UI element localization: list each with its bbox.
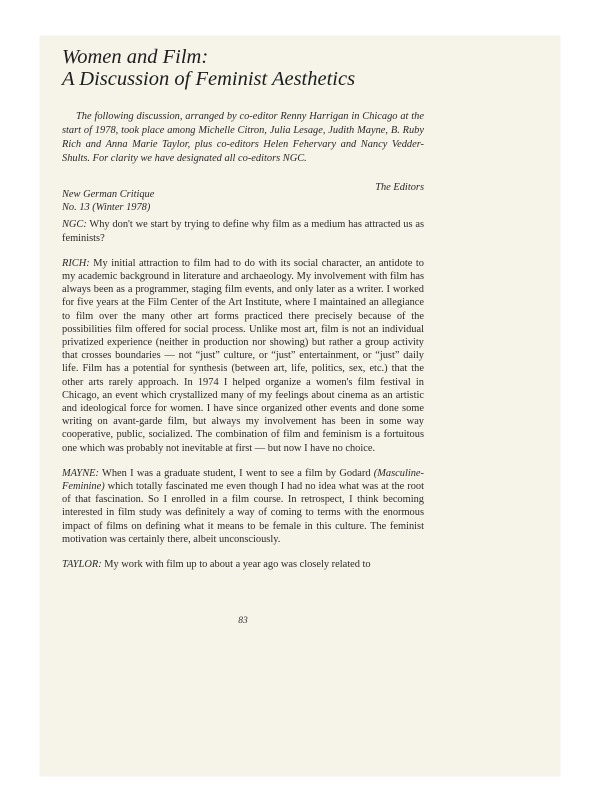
dialogue-paragraph: [62, 467, 424, 546]
dialogue-paragraph: [62, 257, 424, 455]
article: [62, 46, 424, 626]
issue-number: No. 13 (Winter 1978): [62, 202, 151, 214]
speaker-label: TAYLOR:: [62, 559, 102, 571]
speaker-label: NGC:: [62, 219, 87, 231]
dialogue-text: Why don't we start by trying to define why film as a medium has attracted us as feminists?: [62, 219, 424, 244]
dialogue-text: My initial attraction to film had to do with its social character, an antidote to my academic background in literature and archaeology. My involvement with film has always been as a programmer, staging film events, and only later as a writer. I worked for five years at the Film Center of the Art Institute, where I maintained an allegiance to film over the many other art forms practiced there precisely because of the possibilities film offered for social process. Unlike most art, film is not an individual privatized experience (neither in production nor showing) but rather a group activity that crosses boundaries — not “just” culture, or “just” entertainment, or “just” daily life. Film has a potential for synthesis (between art, life, politics, sex, etc.) that the other arts rarely approach. In 1974 I helped organize a women's film festival in Chicago, an event which crystallized many of my feelings about cinema as an artistic and ideological force for women. I have since organized other events and done some writing on avant-garde film, but always my involvement has been in some way cooperative, public, socialized. The combination of film and feminism is a fortuitous one which was probably not inevitable at first — but now I have no choice.: [62, 257, 424, 454]
dialogue-text: which totally fascinated me even though I had no idea what was at the root of that fascination. So I enrolled in a film course. In retrospect, I think becoming interested in film study was definitely a way of coming to terms with the enormous impact of films on defining what it means to be female in this culture. The feminist motivation was certainly there, albeit unconsciously.: [62, 481, 424, 545]
title-line-2: A Discussion of Feminist Aesthetics: [62, 68, 356, 90]
dialogue-text: My work with film up to about a year ago was closely related to: [101, 559, 371, 571]
dialogue-paragraph: [62, 558, 424, 571]
film-title: (Masculine-Feminine): [62, 467, 424, 493]
intro-paragraph: The following discussion, arranged by co-editor Renny Harrigan in Chicago at the start of 1978, took place among Michelle Citron, Julia Lesage, Judith Mayne, B. Ruby Rich and Anna Marie Taylor, plus co-editors Helen Fehervary and Nancy Vedder-Shults. For clarity we have designated all co-editors NGC.: [62, 111, 424, 164]
journal-page: [40, 36, 560, 776]
page-number: 83: [238, 616, 248, 626]
article-title: [62, 46, 424, 90]
journal-name: New German Critique: [62, 189, 155, 201]
source-citation: [62, 188, 154, 214]
signoff: [62, 176, 424, 214]
title-line-1: Women and Film:: [62, 46, 209, 68]
editors-credit: The Editors: [375, 182, 424, 194]
dialogue-paragraph: [62, 218, 424, 244]
speaker-label: MAYNE:: [62, 467, 99, 479]
speaker-label: RICH:: [62, 257, 90, 269]
dialogue-text: When I was a graduate student, I went to see a film by Godard: [98, 467, 374, 479]
